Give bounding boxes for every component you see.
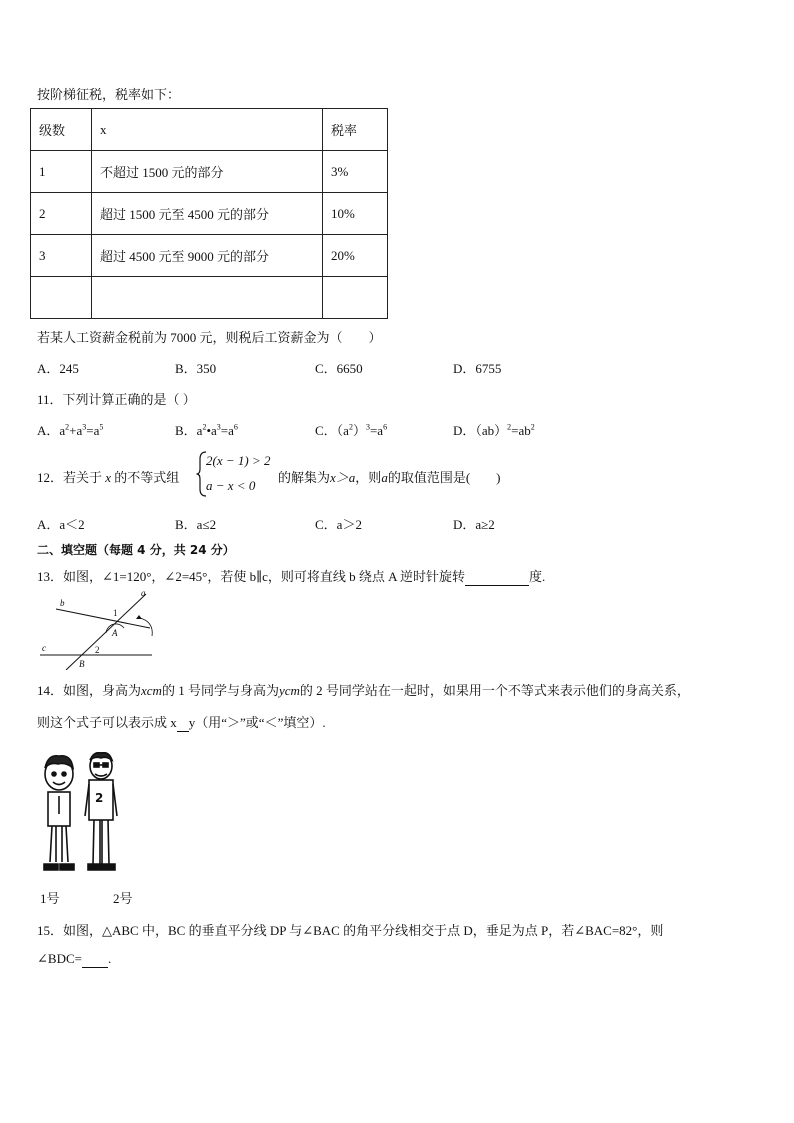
q12-suffix1: 的解集为: [278, 470, 331, 485]
student-1-label: 1号: [40, 891, 60, 906]
option-text: =a: [220, 423, 234, 438]
table-cell: 3: [31, 235, 92, 277]
q15-text: .: [107, 951, 112, 966]
question-15-line2: [37, 951, 111, 968]
table-cell: 不超过 1500 元的部分: [92, 151, 323, 193]
exponent: 5: [99, 422, 104, 432]
student-2-label: 2号: [113, 891, 133, 906]
exponent: 2: [65, 422, 70, 432]
question-12-text-start: [37, 467, 179, 486]
option-text: =a: [369, 423, 384, 438]
inequality-1: 2(x − 1) > 2: [206, 453, 271, 468]
question-11-text: 11．下列计算正确的是（ ）: [37, 392, 196, 407]
section-title: 二、填空题（每题 4 分，共 24 分）: [37, 543, 235, 557]
table-row: [31, 277, 388, 319]
inequality-2: a − x < 0: [206, 478, 256, 493]
exponent: 6: [383, 422, 388, 432]
tax-rate-table: [30, 108, 388, 319]
question-12-text-end: [278, 467, 500, 486]
header-cell: 税率: [323, 109, 388, 151]
label-angle-1: 1: [113, 608, 118, 618]
answer-blank[interactable]: [465, 569, 529, 586]
header-cell: 级数: [31, 109, 92, 151]
q13-text-before: 13．如图，∠1=120°，∠2=45°，若使 b∥c，则可将直线 b 绕点 A 逆时针旋转: [37, 569, 466, 584]
q15-text: ∠BDC=: [37, 951, 82, 966]
q11-option-d[interactable]: [453, 420, 535, 439]
option-text: ）: [352, 423, 366, 438]
student-1-icon: [44, 756, 74, 870]
exponent: 3: [82, 422, 87, 432]
option-text: =a: [86, 423, 100, 438]
inequality-system: [196, 451, 278, 497]
q12-prefix: 12．若关于: [37, 470, 103, 485]
question-15-line1: 15．如图，△ABC 中，BC 的垂直平分线 DP 与∠BAC 的角平分线相交于点 D，垂足为点 P，若∠BAC=82°，则: [37, 923, 664, 938]
var-x: x: [105, 470, 112, 485]
answer-blank[interactable]: [82, 951, 108, 968]
label-b: b: [60, 598, 65, 608]
q13-text-after: 度.: [529, 569, 546, 584]
label-B: B: [79, 659, 85, 669]
q12-option-a[interactable]: A．a＜2: [37, 517, 85, 532]
table-cell: 超过 4500 元至 9000 元的部分: [92, 235, 323, 277]
student-2-icon: [85, 753, 117, 870]
q14-text: 的 2 号同学站在一起时，如果用一个不等式来表示他们的身高关系，: [299, 683, 690, 698]
table-cell: [31, 277, 92, 319]
table-cell: 2: [31, 193, 92, 235]
label-A: A: [112, 628, 118, 638]
var-a: a: [381, 470, 388, 485]
table-row: [31, 193, 388, 235]
question-13-text: [37, 566, 545, 586]
var-ycm: ycm: [278, 683, 300, 698]
arrowhead-icon: [136, 615, 142, 619]
q11-option-b[interactable]: [175, 420, 238, 439]
exponent: 2: [530, 422, 535, 432]
option-text: D．（ab）: [453, 423, 508, 438]
q14-text: 的 1 号同学与身高为: [161, 683, 279, 698]
exponent: 3: [216, 422, 221, 432]
q12-suffix2: ，则: [355, 470, 382, 485]
option-text: =ab: [511, 423, 531, 438]
exponent: 2: [202, 422, 207, 432]
q12-option-b[interactable]: B．a≤2: [175, 517, 217, 532]
two-students-illustration: [38, 752, 124, 878]
table-cell: [323, 277, 388, 319]
exponent: 3: [365, 422, 370, 432]
q12-option-c[interactable]: C．a＞2: [315, 517, 362, 532]
table-cell: 超过 1500 元至 4500 元的部分: [92, 193, 323, 235]
label-a: a: [141, 588, 146, 598]
option-text: B．a: [175, 423, 203, 438]
q14-text: 则这个式子可以表示成 x: [37, 715, 177, 730]
label-angle-2: 2: [95, 645, 100, 655]
q12-suffix3: 的取值范围是( ): [387, 470, 501, 485]
table-header-row: [31, 109, 388, 151]
intro-text: 按阶梯征税，税率如下：: [37, 87, 181, 102]
exponent: 6: [233, 422, 238, 432]
q13-figure: [36, 588, 162, 670]
table-cell: 3%: [323, 151, 388, 193]
q10-option-a[interactable]: A．245: [37, 361, 79, 376]
q10-option-b[interactable]: B．350: [175, 361, 217, 376]
q12-condition: x＞a: [330, 470, 356, 485]
table-cell: 1: [31, 151, 92, 193]
q11-option-c[interactable]: [315, 420, 387, 439]
table-cell: 20%: [323, 235, 388, 277]
table-row: [31, 151, 388, 193]
question-14-line1: [37, 680, 690, 699]
label-c: c: [42, 643, 46, 653]
q10-option-d[interactable]: D．6755: [453, 361, 502, 376]
option-text: •a: [206, 423, 217, 438]
q14-text: 14．如图，身高为: [37, 683, 142, 698]
option-text: +a: [69, 423, 83, 438]
answer-blank[interactable]: [177, 715, 189, 732]
q11-option-a[interactable]: [37, 420, 103, 439]
q14-text: y（用“＞”或“＜”填空）.: [188, 715, 326, 730]
option-text: A．a: [37, 423, 66, 438]
var-xcm: xcm: [141, 683, 162, 698]
table-row: [31, 235, 388, 277]
svg-text:2: 2: [95, 791, 104, 805]
q12-mid: 的不等式组: [114, 470, 180, 485]
q12-option-d[interactable]: D．a≥2: [453, 517, 495, 532]
line-b: [56, 609, 150, 628]
header-cell: x: [92, 109, 323, 151]
table-cell: 10%: [323, 193, 388, 235]
option-text: C．（a: [315, 423, 349, 438]
exponent: 2: [348, 422, 353, 432]
q10-option-c[interactable]: C．6650: [315, 361, 363, 376]
exponent: 2: [507, 422, 512, 432]
question-10-text: 若某人工资薪金税前为 7000 元，则税后工资薪金为（ ）: [37, 330, 382, 345]
question-14-line2: [37, 712, 326, 732]
table-cell: [92, 277, 323, 319]
